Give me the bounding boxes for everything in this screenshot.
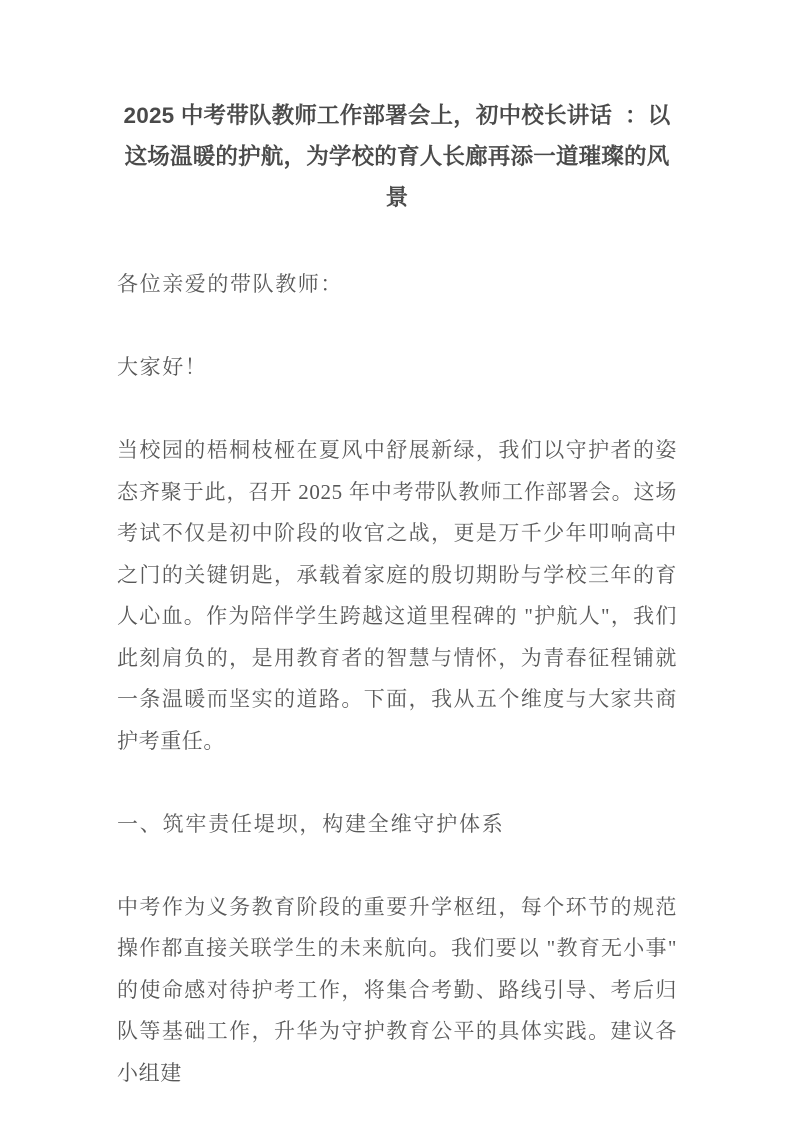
document-content (117, 95, 677, 1094)
document-body (117, 264, 677, 1094)
salutation-line: 各位亲爱的带队教师： (117, 272, 343, 296)
paragraph-section-one-body: 中考作为义务教育阶段的重要升学枢纽，每个环节的规范操作都直接关联学生的未来航向。我们要以 "教育无小事" 的使命感对待护考工作，将集合考勤、路线引导、考后归队等基础工作，升华为守护教育公平的具体实践。建议各小组建 (117, 894, 677, 1085)
paragraph-intro: 当校园的梧桐枝桠在夏风中舒展新绿，我们以守护者的姿态齐聚于此，召开 2025 年中考带队教师工作部署会。这场考试不仅是初中阶段的收官之战，更是万千少年叩响高中之门的关键钥匙，承载着家庭的殷切期盼与学校三年的育人心血。作为陪伴学生跨越这道里程碑的 "护航人"，我们此刻肩负的，是用教育者的智慧与情怀，为青春征程铺就一条温暖而坚实的道路。下面，我从五个维度与大家共商护考重任。 (117, 438, 677, 753)
greeting-line: 大家好！ (117, 355, 208, 379)
section-heading-one: 一、筑牢责任堤坝，构建全维守护体系 (117, 811, 505, 836)
document-title: 2025 中考带队教师工作部署会上，初中校长讲话 ：以这场温暖的护航，为学校的育人长廊再添一道璀璨的风景 (123, 103, 671, 210)
